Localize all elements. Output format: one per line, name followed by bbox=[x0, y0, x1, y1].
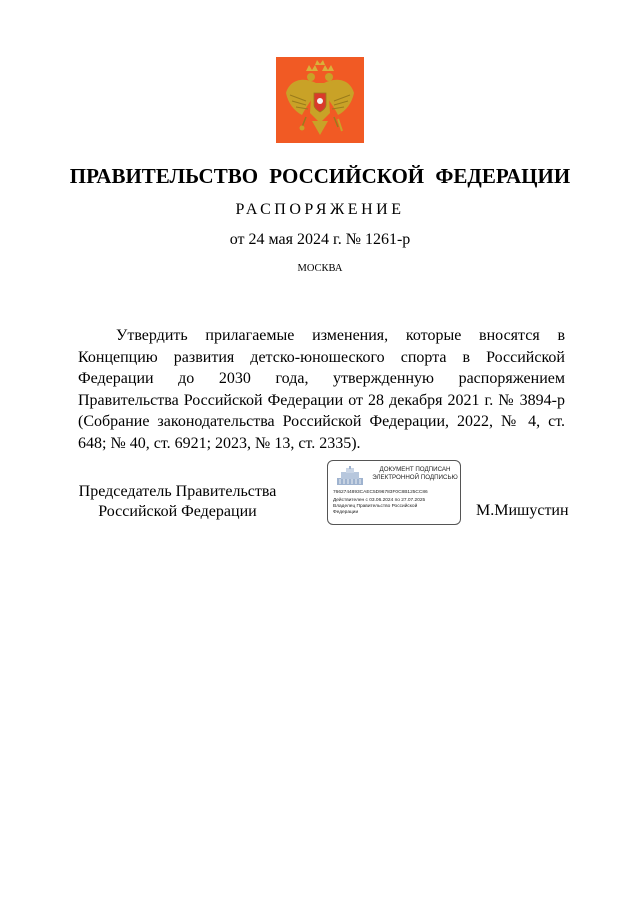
city-label: МОСКВА bbox=[297, 263, 343, 274]
stamp-certificate: 7662744893CAEC5D96783F0C8B125CC86 bbox=[333, 490, 428, 495]
stamp-title-line1: ДОКУМЕНТ ПОДПИСАН bbox=[379, 466, 451, 473]
document-date-number: от 24 мая 2024 г. № 1261-р bbox=[229, 231, 411, 248]
stamp-owner-line1: Владелец Правительство Российской bbox=[333, 504, 418, 509]
government-title: ПРАВИТЕЛЬСТВО РОССИЙСКОЙ ФЕДЕРАЦИИ bbox=[69, 164, 571, 188]
stamp-owner-line2: Федерации bbox=[333, 510, 359, 515]
document-type: РАСПОРЯЖЕНИЕ bbox=[235, 201, 405, 218]
signer-position bbox=[70, 482, 285, 522]
stamp-title-line2: ЭЛЕКТРОННОЙ ПОДПИСЬЮ bbox=[372, 474, 458, 481]
stamp-title bbox=[372, 466, 458, 482]
electronic-signature-stamp bbox=[327, 460, 461, 525]
order-paragraph: Утвердить прилагаемые изменения, которые вносятся в Концепцию развития детско-юношеского спорта в Российской Федерации до 2030 года, утвержденную распоряжением Правительства Российской Федерации от 28 декабря 2021 г. № 3894-р (Собрание законодательства Российской Федерации, 2022, № 4, ст. 648; № 40, ст. 6921; 2023, № 13, ст. 2335). bbox=[78, 327, 565, 452]
coat-of-arms-icon bbox=[276, 57, 364, 143]
signer-name: М.Мишустин bbox=[476, 502, 569, 519]
government-building-icon bbox=[335, 466, 365, 486]
signer-position-line1: Председатель Правительства bbox=[78, 483, 277, 500]
signer-position-line2: Российской Федерации bbox=[98, 503, 257, 520]
stamp-validity: Действителен с 03.06.2024 по 27.07.2025 bbox=[333, 498, 426, 503]
